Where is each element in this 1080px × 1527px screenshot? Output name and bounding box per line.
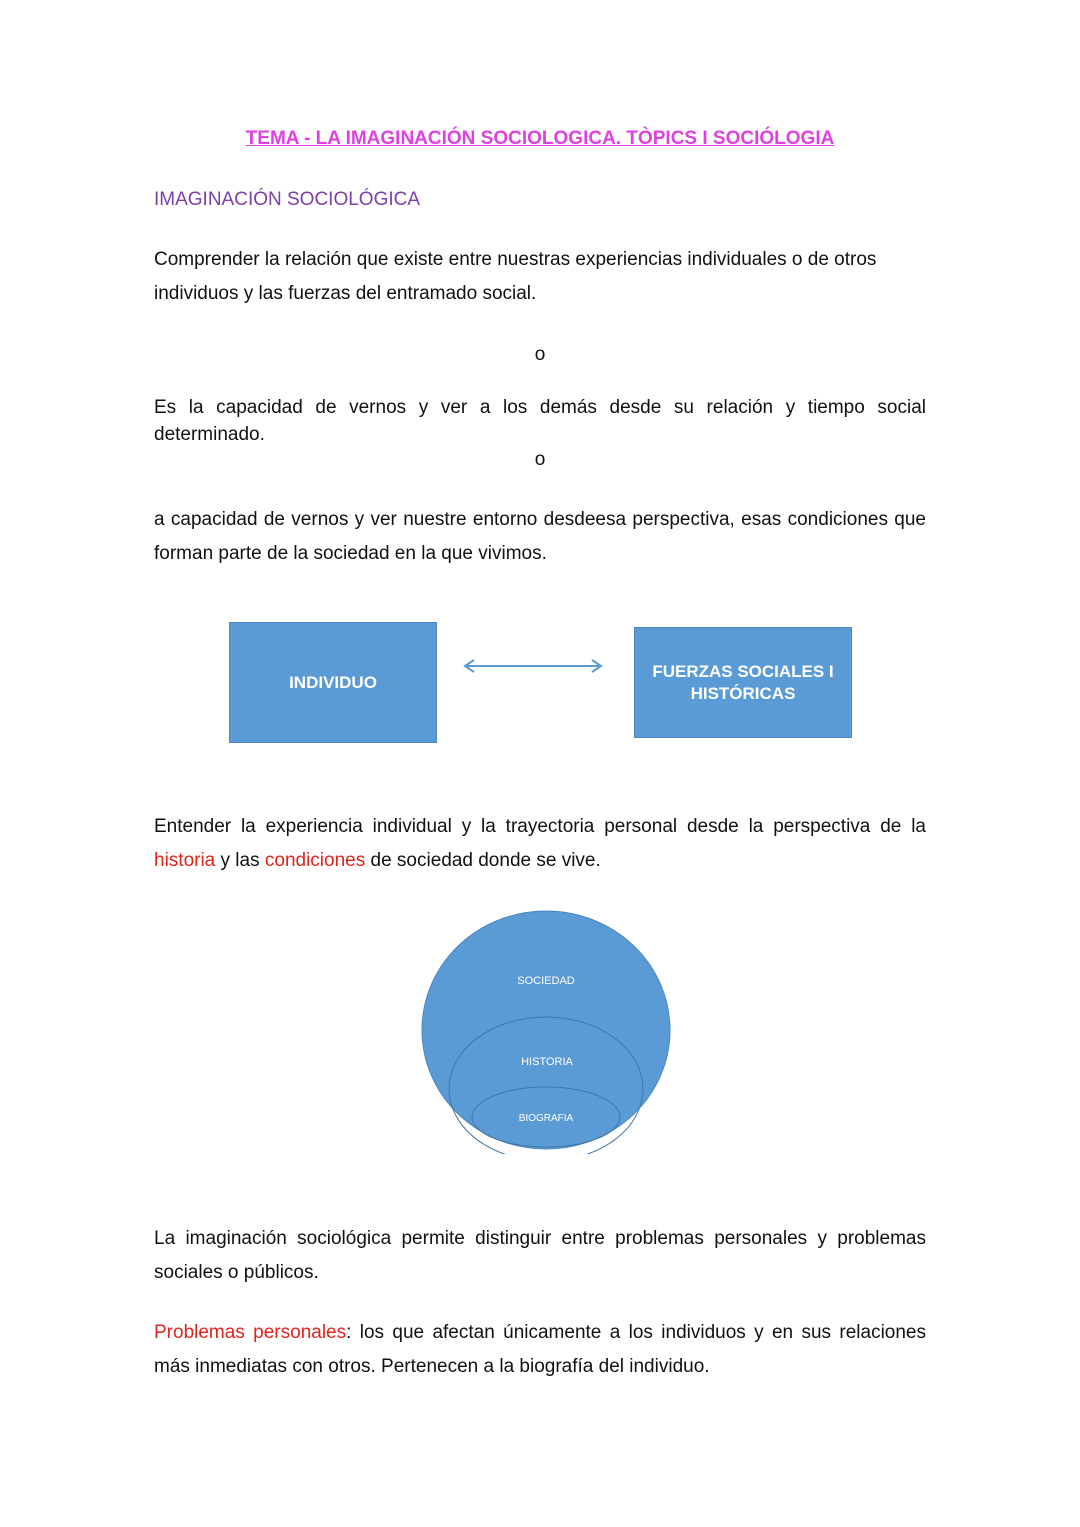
nested-circles-diagram — [418, 906, 676, 1154]
paragraph-perspective — [154, 810, 926, 878]
paragraph-definition-2: Es la capacidad de vernos y ver a los demás desde su relación y tiempo social determinado. — [154, 397, 926, 445]
sociedad-label: SOCIEDAD — [517, 975, 575, 987]
fuerzas-sociales-box — [634, 627, 852, 738]
individuo-label: INDIVIDUO — [289, 672, 377, 692]
paragraph-definition-3: a capacidad de vernos y ver nuestre entorno desdeesa perspectiva, esas condiciones que forman parte de la sociedad en la que vivimos. — [154, 509, 926, 564]
paragraph-personal-problems — [154, 1316, 926, 1384]
definition-problemas-personales: : los que afectan únicamente a los individuos y en sus relaciones más inmediatas con otros. Pertenecen a la biografía del individuo. — [154, 1322, 927, 1377]
historia-label: HISTORIA — [521, 1056, 573, 1068]
highlight-historia: historia — [154, 850, 216, 871]
double-arrow-icon — [460, 655, 606, 677]
term-problemas-personales: Problemas personales — [154, 1322, 347, 1343]
paragraph-problems-intro: La imaginación sociológica permite distinguir entre problemas personales y problemas sociales o públicos. — [154, 1228, 926, 1283]
perspective-text-b: y las — [215, 850, 265, 871]
biografia-label: BIOGRAFIA — [518, 1113, 574, 1124]
individuo-box — [229, 622, 437, 743]
paragraph-definition-1: Comprender la relación que existe entre nuestras experiencias individuales o de otros individuos y las fuerzas del entramado social. — [154, 249, 877, 304]
fuerzas-label-line1: FUERZAS SOCIALES I — [652, 661, 834, 681]
perspective-text-c: de sociedad donde se vive. — [365, 850, 601, 871]
separator-or-2: o — [534, 449, 546, 470]
page-title: TEMA - LA IMAGINACIÓN SOCIOLOGICA. TÒPICS I SOCIÓLOGIA — [245, 128, 835, 149]
perspective-text-a: Entender la experiencia individual y la trayectoria personal desde la perspectiva de la — [154, 816, 926, 837]
highlight-condiciones: condiciones — [264, 850, 366, 871]
fuerzas-label-line2: HISTÓRICAS — [690, 683, 796, 703]
separator-or-1: o — [534, 344, 546, 365]
section-heading: IMAGINACIÓN SOCIOLÓGICA — [154, 189, 421, 210]
